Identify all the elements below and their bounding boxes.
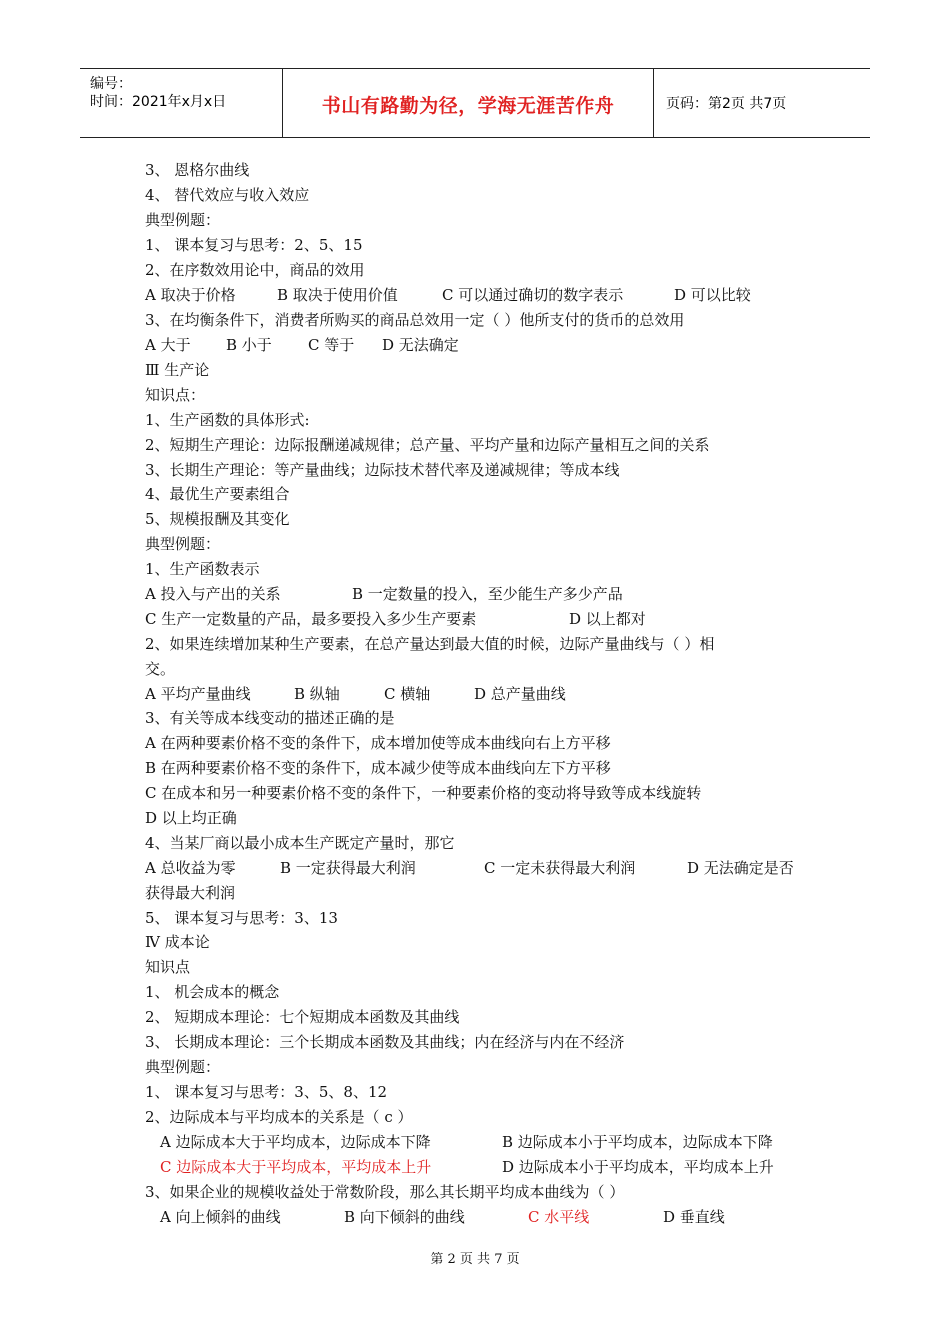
option-b: B 边际成本小于平均成本，边际成本下降 xyxy=(502,1133,773,1151)
text-line: 2、在序数效用论中，商品的效用 xyxy=(145,261,365,279)
option-c-answer: C 边际成本大于平均成本，平均成本上升 xyxy=(160,1158,432,1176)
text-line: 2、 短期成本理论：七个短期成本函数及其曲线 xyxy=(145,1008,460,1026)
text-line: 3、长期生产理论：等产量曲线；边际技术替代率及递减规律；等成本线 xyxy=(145,461,620,479)
text-line: 3、 恩格尔曲线 xyxy=(145,161,250,179)
option-c: C 等于 xyxy=(308,336,355,354)
option-a: A 总收益为零 xyxy=(145,859,236,877)
page-info: 页码：第2页 共7页 xyxy=(666,96,787,112)
motto: 书山有路勤为径，学海无涯苦作舟 xyxy=(321,95,615,117)
section-heading: Ⅳ 成本论 xyxy=(145,933,210,951)
option-c: C 一定未获得最大利润 xyxy=(484,859,636,877)
text-line: 5、规模报酬及其变化 xyxy=(145,510,290,528)
text-line: A 在两种要素价格不变的条件下，成本增加使等成本曲线向右上方平移 xyxy=(145,734,611,752)
text-line: 知识点： xyxy=(145,386,206,404)
text-line: C 在成本和另一种要素价格不变的条件下，一种要素价格的变动将导致等成本线旋转 xyxy=(145,784,702,802)
text-line: 1、 课本复习与思考：3、5、8、12 xyxy=(145,1083,388,1101)
option-a: A 大于 xyxy=(145,336,191,354)
text-line: 3、如果企业的规模收益处于常数阶段，那么其长期平均成本曲线为（ ） xyxy=(145,1183,625,1201)
text-line: 典型例题： xyxy=(145,535,221,553)
header-middle-cell xyxy=(283,69,654,137)
header-left-cell xyxy=(80,69,283,137)
option-b: B 一定数量的投入，至少能生产多少产品 xyxy=(352,585,623,603)
text-line: 3、 长期成本理论：三个长期成本函数及其曲线；内在经济与内在不经济 xyxy=(145,1033,625,1051)
text-line: 典型例题： xyxy=(145,1058,221,1076)
header-right-cell xyxy=(654,69,870,137)
header-table xyxy=(80,68,870,138)
text-line: 3、有关等成本线变动的描述正确的是 xyxy=(145,709,395,727)
option-b: B 小于 xyxy=(226,336,272,354)
text-line: 4、最优生产要素组合 xyxy=(145,485,290,503)
option-b: B 纵轴 xyxy=(294,685,340,703)
text-line: 3、在均衡条件下，消费者所购买的商品总效用一定（ ）他所支付的货币的总效用 xyxy=(145,311,685,329)
option-d: D 边际成本小于平均成本，平均成本上升 xyxy=(502,1158,774,1176)
section-heading: Ⅲ 生产论 xyxy=(145,361,210,379)
option-d: D 总产量曲线 xyxy=(474,685,566,703)
option-d: D 垂直线 xyxy=(663,1208,725,1226)
text-line: 1、生产函数表示 xyxy=(145,560,260,578)
option-d: D 无法确定 xyxy=(382,336,459,354)
text-line: 获得最大利润 xyxy=(145,884,236,902)
text-line: 典型例题： xyxy=(145,211,221,229)
option-d: D 无法确定是否 xyxy=(687,859,794,877)
option-b: B 取决于使用价值 xyxy=(277,286,398,304)
time-label: 时间：2021年x月x日 xyxy=(90,94,227,110)
option-d: D 以上都对 xyxy=(569,610,646,628)
option-c: C 横轴 xyxy=(384,685,431,703)
text-line: 5、 课本复习与思考：3、13 xyxy=(145,909,338,927)
option-b: B 向下倾斜的曲线 xyxy=(344,1208,465,1226)
option-a: A 取决于价格 xyxy=(145,286,236,304)
text-line: 1、 机会成本的概念 xyxy=(145,983,280,1001)
option-b: B 一定获得最大利润 xyxy=(280,859,416,877)
number-label: 编号： xyxy=(90,76,132,92)
text-line: 4、 替代效应与收入效应 xyxy=(145,186,310,204)
text-line: 1、生产函数的具体形式: xyxy=(145,411,310,429)
option-c: C 生产一定数量的产品，最多要投入多少生产要素 xyxy=(145,610,477,628)
page-footer: 第 2 页 共 7 页 xyxy=(430,1252,520,1267)
option-d: D 可以比较 xyxy=(674,286,751,304)
text-line: 2、如果连续增加某种生产要素，在总产量达到最大值的时候，边际产量曲线与（ ）相 xyxy=(145,635,715,653)
text-line: D 以上均正确 xyxy=(145,809,237,827)
text-line: B 在两种要素价格不变的条件下，成本减少使等成本曲线向左下方平移 xyxy=(145,759,611,777)
option-a: A 投入与产出的关系 xyxy=(145,585,281,603)
text-line: 1、 课本复习与思考：2、5、15 xyxy=(145,236,363,254)
text-line: 4、当某厂商以最小成本生产既定产量时，那它 xyxy=(145,834,455,852)
option-c: C 可以通过确切的数字表示 xyxy=(442,286,624,304)
option-a: A 边际成本大于平均成本，边际成本下降 xyxy=(160,1133,431,1151)
option-c-answer: C 水平线 xyxy=(528,1208,590,1226)
text-line: 2、边际成本与平均成本的关系是（ c ） xyxy=(145,1108,413,1126)
option-a: A 向上倾斜的曲线 xyxy=(160,1208,281,1226)
option-a: A 平均产量曲线 xyxy=(145,685,251,703)
text-line: 交。 xyxy=(145,660,176,678)
text-line: 知识点 xyxy=(145,958,191,976)
text-line: 2、短期生产理论：边际报酬递减规律；总产量、平均产量和边际产量相互之间的关系 xyxy=(145,436,710,454)
